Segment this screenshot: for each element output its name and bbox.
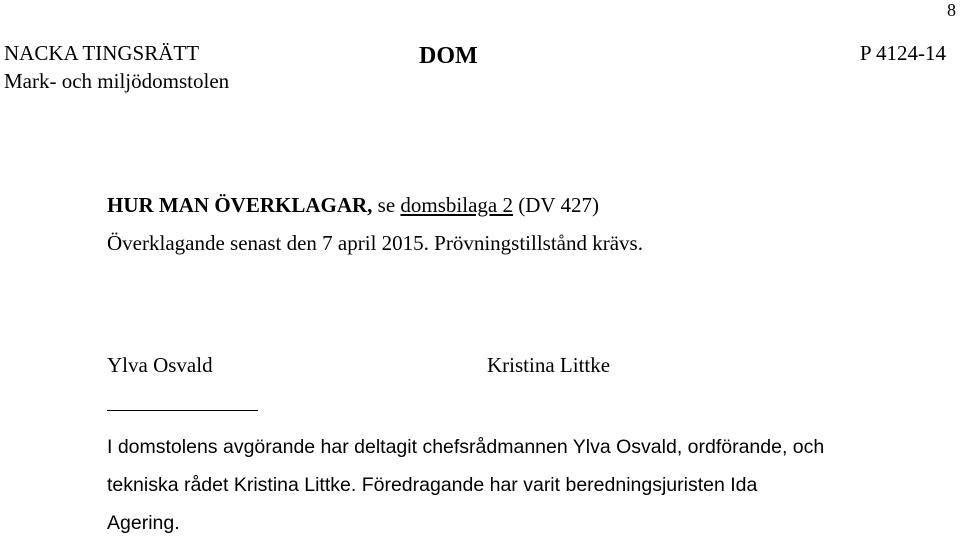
appeal-deadline: Överklagande senast den 7 april 2015. Prövningstillstånd krävs. xyxy=(107,231,643,255)
appeal-se-text: se xyxy=(377,193,396,217)
court-division: Mark- och miljödomstolen xyxy=(4,69,230,93)
court-name: NACKA TINGSRÄTT xyxy=(4,41,200,65)
signature-judge-2: Kristina Littke xyxy=(487,353,611,377)
footnote-paragraph xyxy=(107,428,947,542)
document-type-title: DOM xyxy=(419,43,478,69)
signature-judge-1: Ylva Osvald xyxy=(107,353,213,377)
attachment-link[interactable]: domsbilaga 2 xyxy=(400,193,513,217)
appeal-instructions-line xyxy=(107,192,599,218)
appeal-heading: HUR MAN ÖVERKLAGAR, xyxy=(107,193,373,217)
footnote-line: tekniska rådet Kristina Littke. Föredragande har varit beredningsjuristen Ida xyxy=(107,474,758,496)
separator-line xyxy=(107,410,258,411)
footnote-line: Agering. xyxy=(107,512,180,534)
footnote-line: I domstolens avgörande har deltagit chefsrådmannen Ylva Osvald, ordförande, och xyxy=(107,436,825,458)
case-number: P 4124-14 xyxy=(859,41,946,65)
page-number: 8 xyxy=(947,0,956,20)
form-reference: (DV 427) xyxy=(518,193,599,217)
